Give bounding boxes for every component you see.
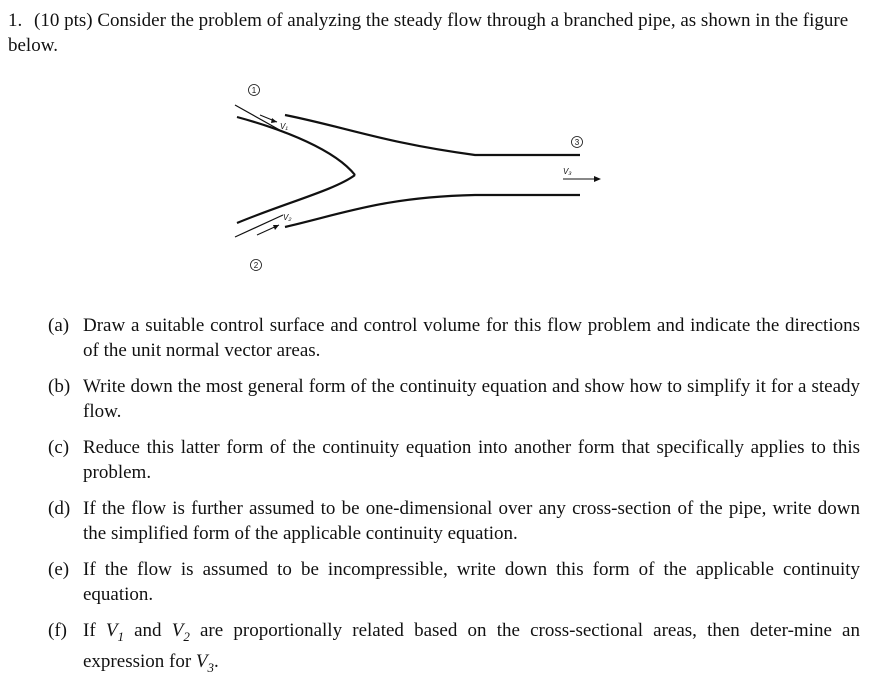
subquestion-list <box>48 313 860 691</box>
text-after: are proportionally related based on the cross-sectional areas, then deter-mine an expression for <box>83 620 860 672</box>
subquestion-d <box>48 496 860 546</box>
station-1-label: 1 <box>251 86 257 95</box>
v3-symbol: $V_3$ <box>195 650 215 675</box>
problem-number: 1. <box>8 10 23 31</box>
velocity-1-label: V₁ <box>280 122 288 131</box>
subquestion-label: (b) <box>48 376 71 397</box>
subquestion-b <box>48 374 860 424</box>
subquestion-a <box>48 313 860 363</box>
subquestion-label: (f) <box>48 620 67 641</box>
subquestion-text: If the flow is further assumed to be one-dimensional over any cross-section of the pipe, write down the simplified form of the applicable continuity equation. <box>83 498 860 544</box>
velocity-3-arrowhead <box>594 176 601 182</box>
pipe-diagram <box>225 75 615 285</box>
subquestion-text: Write down the most general form of the continuity equation and show how to simplify it for a steady flow. <box>83 376 860 422</box>
subquestion-label: (d) <box>48 498 71 519</box>
subquestion-text: Draw a suitable control surface and control volume for this flow problem and indicate the directions of the unit normal vector areas. <box>83 315 860 361</box>
pipe-upper-outer-wall <box>237 117 355 175</box>
velocity-1-arrowhead <box>271 118 277 123</box>
text-before: If <box>83 620 96 641</box>
v1-symbol: $V_1$ <box>105 620 124 644</box>
subquestion-text: Reduce this latter form of the continuity equation into another form that specifically applies to this problem. <box>83 437 860 483</box>
subquestion-text: If the flow is assumed to be incompressible, write down this form of the applicable continuity equation. <box>83 559 860 605</box>
problem-statement <box>8 8 868 58</box>
pipe-upper-inner-wall <box>285 115 580 155</box>
pipe-lower-outer-wall <box>237 175 355 223</box>
subquestion-f <box>48 618 860 680</box>
velocity-3-label: V₃ <box>563 167 572 176</box>
pipe-lower-inner-wall <box>285 195 580 227</box>
v2-symbol: $V_2$ <box>171 620 190 644</box>
station-2-label: 2 <box>253 261 259 270</box>
subquestion-text <box>83 620 860 675</box>
velocity-2-label: V₂ <box>283 213 292 222</box>
subquestion-e <box>48 557 860 607</box>
problem-text: (10 pts) Consider the problem of analyzing the steady flow through a branched pipe, as shown in the figure below. <box>8 10 849 56</box>
subquestion-label: (a) <box>48 315 70 336</box>
text-mid: and <box>134 620 162 641</box>
text-end: . <box>214 650 219 672</box>
subquestion-label: (e) <box>48 559 70 580</box>
subquestion-label: (c) <box>48 437 70 458</box>
station-3-label: 3 <box>574 138 580 147</box>
branched-pipe-figure <box>225 75 615 285</box>
subquestion-c <box>48 435 860 485</box>
